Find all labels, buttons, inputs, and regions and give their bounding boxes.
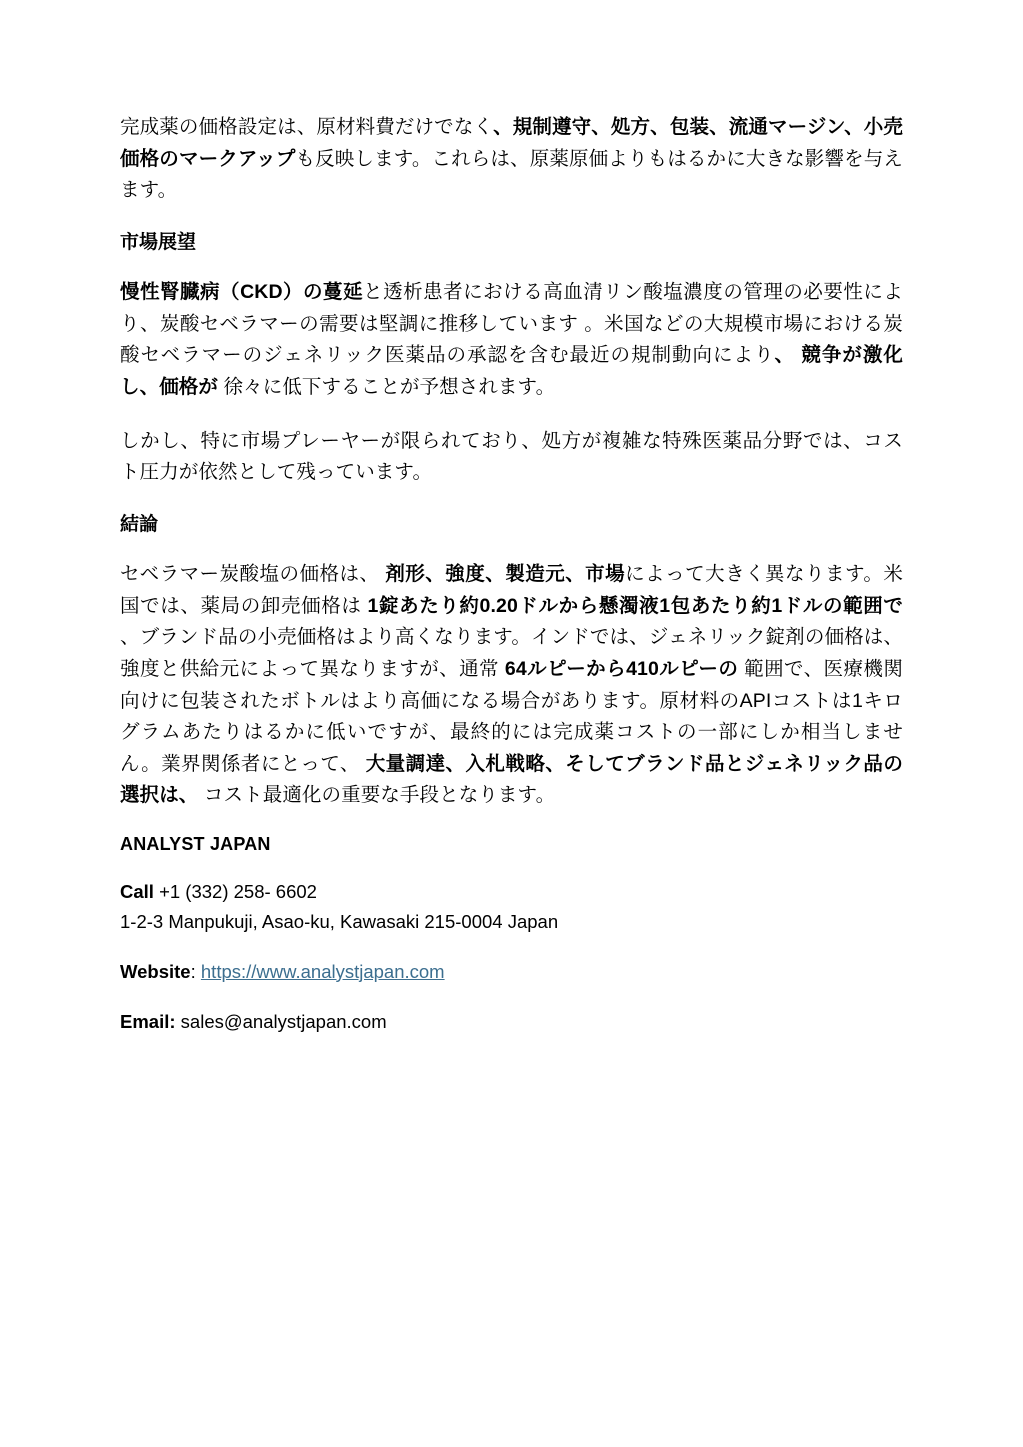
heading-market-outlook: 市場展望 <box>120 231 197 253</box>
address-line: 1-2-3 Manpukuji, Asao-ku, Kawasaki 215-0004 Japan <box>120 910 559 932</box>
text-run: 完成薬の価格設定は、原材料費だけでなく <box>120 116 494 138</box>
phone-line <box>120 877 903 907</box>
text-run-bold: 、 競争が激化し、価格が <box>120 344 904 398</box>
text-run: 、ブランド品の小売価格はより高くなります。インドでは、ジェネリック錠剤の価格は、強度と供給元によって異なりますが、通常 <box>120 626 903 680</box>
paragraph-cost-pressure <box>120 426 903 489</box>
text-run: も反映します。これらは、原薬原価よりもはるかに大きな影響を与えます。 <box>120 147 903 202</box>
text-run-bold: 1錠あたり約0.20ドルから懸濁液1包あたり約1ドルの範囲で <box>361 594 903 617</box>
text-run-bold: 64ルピーから410ルピーの <box>499 657 745 680</box>
paragraph-conclusion <box>120 559 903 812</box>
website-link[interactable]: https://www.analystjapan.com <box>200 960 445 982</box>
text-run: セベラマー炭酸塩の価格は、 <box>120 563 380 586</box>
contact-email <box>120 1007 903 1037</box>
text-run-bold: 大量調達、入札戦略、そしてブランド品とジェネリック品の選択は、 <box>120 752 903 807</box>
text-run: 徐々に低下することが予想されます。 <box>218 375 556 398</box>
text-run-bold: 、規制遵守、処方、包装、流通マージン、小売価格のマークアップ <box>120 116 903 170</box>
organization-name: ANALYST JAPAN <box>120 833 271 854</box>
text-run: しかし、特に市場プレーヤーが限られており、処方が複雑な特殊医薬品分野では、コスト圧力が依然として残っています。 <box>120 429 903 484</box>
text-run: コスト最適化の重要な手段となります。 <box>198 784 556 807</box>
phone-label: Call <box>120 880 154 902</box>
paragraph-pricing-intro <box>120 112 903 207</box>
text-run: 範囲で、医療機関向けに包装されたボトルはより高価になる場合があります。原材料のAPIコストは1キログラムあたりはるかに低いですが、最終的には完成薬コストの一部にしか相当しません。業界関係者にとって、 <box>120 657 903 775</box>
heading-conclusion: 結論 <box>120 513 159 535</box>
text-run: と透析患者における高血清リン酸塩濃度の管理の必要性により、炭酸セベラマーの需要は堅調に推移しています 。米国などの大規模市場における炭酸セベラマーのジェネリック医薬品の承認を含む最近の規制動向により <box>120 281 904 367</box>
text-run: によって大きく異なります。米国では、薬局の卸売価格は <box>120 563 904 617</box>
phone-value: +1 (332) 258- 6602 <box>159 880 317 902</box>
contact-phone-address <box>120 877 903 937</box>
contact-website <box>120 957 903 987</box>
website-label: Website <box>120 960 191 982</box>
paragraph-ckd <box>120 277 903 403</box>
text-run-bold: 慢性腎臓病（CKD）の蔓延 <box>120 281 364 304</box>
email-label: Email: <box>120 1010 176 1032</box>
text-run-bold: 剤形、強度、製造元、市場 <box>379 563 626 586</box>
email-value: sales@analystjapan.com <box>180 1010 387 1032</box>
website-separator: : <box>190 960 196 982</box>
